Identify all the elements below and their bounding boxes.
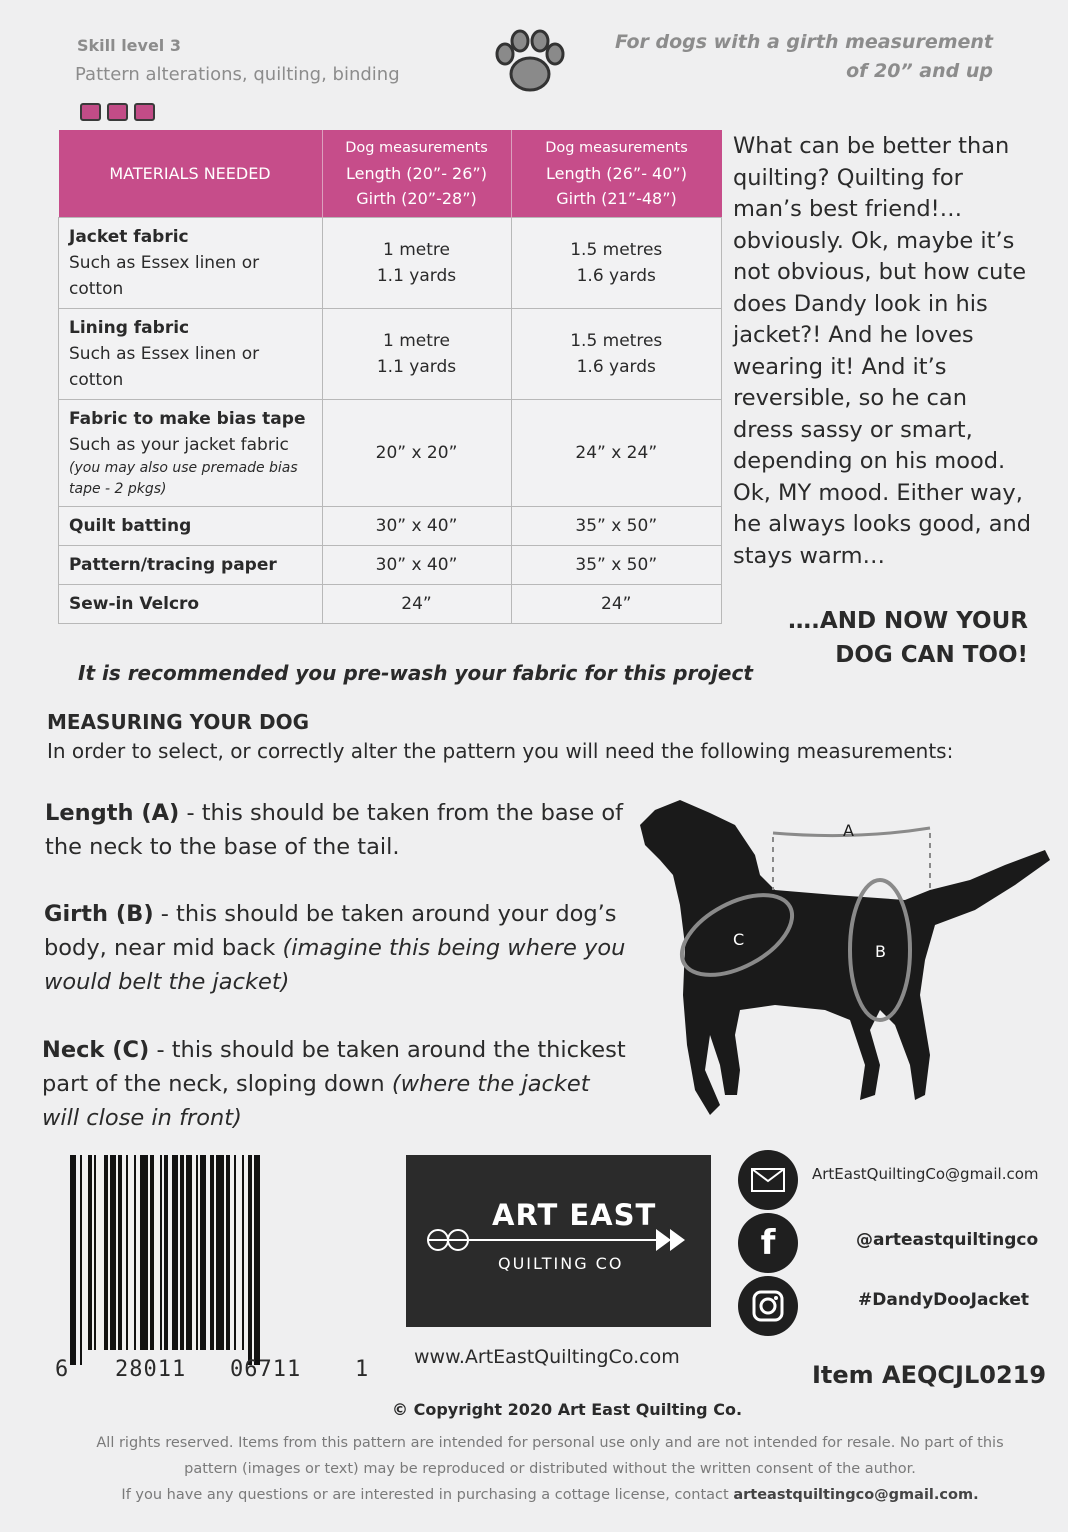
col-header-large: Dog measurements Length (26”- 40”) Girth (21”-48”) [511,130,722,218]
skill-indicator [80,103,155,121]
barcode-bar [164,1155,168,1350]
brand-logo: ART EAST QUILTING CO [406,1155,711,1327]
length-definition: Length (A) - this should be taken from the base of the neck to the base of the tail. [45,800,624,860]
barcode-bar [196,1155,198,1350]
prewash-note: It is recommended you pre-wash your fabric for this project [78,661,753,685]
intro-blurb: What can be better than quilting? Quilting for man’s best friend!… obviously. Ok, maybe it’s not obvious, but how cute does Dandy look in his jacket?! And he loves wearing it! And it’s reversible, so he can dress sassy or smart, depending on his mood. Ok, MY mood. Either way, he always looks good, and stays warm… [733,133,1032,569]
barcode-bar [242,1155,244,1350]
materials-header: MATERIALS NEEDED [59,130,323,218]
facebook-icon: f [738,1213,798,1273]
barcode-bar [234,1155,236,1350]
instagram-icon [738,1276,798,1336]
girth-note: For dogs with a girth measurement of 20” and up [614,31,993,82]
barcode-bar [88,1155,92,1350]
barcode-bar [216,1155,224,1350]
col-header-small: Dog measurements Length (20”- 26”) Girth (20”-28”) [322,130,511,218]
neck-definition: Neck (C) - this should be taken around the thickest part of the neck, sloping down (where the jacket will close in front) [42,1037,626,1131]
tagline: ….AND NOW YOUR DOG CAN TOO! [788,608,1028,668]
barcode-bar [80,1155,82,1365]
table-row: Sew-in Velcro 24” 24” [59,585,722,624]
measuring-heading: MEASURING YOUR DOG [47,710,310,734]
barcode-bar [186,1155,192,1350]
table-row: Quilt batting 30” x 40” 35” x 50” [59,507,722,546]
barcode [70,1155,370,1365]
item-number: Item AEQCJL0219 [812,1361,1047,1389]
copyright: © Copyright 2020 Art East Quilting Co. [392,1400,743,1419]
barcode-bar [104,1155,108,1350]
barcode-bar [118,1155,122,1350]
barcode-bar [200,1155,206,1350]
legal-text: All rights reserved. Items from this pattern are intended for personal use only and are not intended for resale. No part of this pattern (images or text) may be reproduced or distributed without the written consent of the author. If you have any questions or are interested in purchasing a cottage license, contact arteastquiltingco@gmail.com. [96,1435,1004,1503]
label-c: C [733,930,745,949]
barcode-bar [70,1155,76,1365]
barcode-bar [160,1155,162,1350]
barcode-bar [226,1155,230,1350]
materials-table [58,130,722,624]
contact-instagram[interactable]: #DandyDooJacket [858,1290,1030,1310]
barcode-bar [254,1155,260,1365]
contact-facebook[interactable]: @arteastquiltingco [856,1230,1039,1250]
contact-email[interactable]: ArtEastQuiltingCo@gmail.com [812,1165,1039,1183]
barcode-bar [210,1155,214,1350]
table-row: Fabric to make bias tape Such as your jacket fabric (you may also use premade bias tape - 2 pkgs) 20” x 20” 24” x 24” [59,400,722,507]
table-row: Lining fabric Such as Essex linen or cotton 1 metre 1.1 yards 1.5 metres 1.6 yards [59,309,722,400]
skill-level: Skill level 3 [77,36,181,55]
dog-diagram [625,795,1055,1159]
barcode-bar [180,1155,184,1350]
measuring-intro: In order to select, or correctly alter the pattern you will need the following measurements: [47,739,954,763]
table-row: Jacket fabric Such as Essex linen or cotton 1 metre 1.1 yards 1.5 metres 1.6 yards [59,218,722,309]
barcode-bar [134,1155,136,1350]
label-b: B [875,942,886,961]
website-link[interactable]: www.ArtEastQuiltingCo.com [414,1346,680,1368]
barcode-bar [172,1155,178,1350]
barcode-bar [248,1155,252,1365]
barcode-bar [140,1155,148,1350]
barcode-bar [126,1155,128,1350]
label-a: A [843,821,854,840]
paw-icon [490,28,570,102]
barcode-bar [110,1155,116,1350]
barcode-bar [94,1155,96,1350]
skill-topics: Pattern alterations, quilting, binding [75,64,400,85]
barcode-bar [150,1155,154,1350]
girth-definition: Girth (B) - this should be taken around your dog’s body, near mid back (imagine this being where you would belt the jacket) [44,901,626,995]
table-row: Pattern/tracing paper 30” x 40” 35” x 50” [59,546,722,585]
email-icon [738,1150,798,1210]
